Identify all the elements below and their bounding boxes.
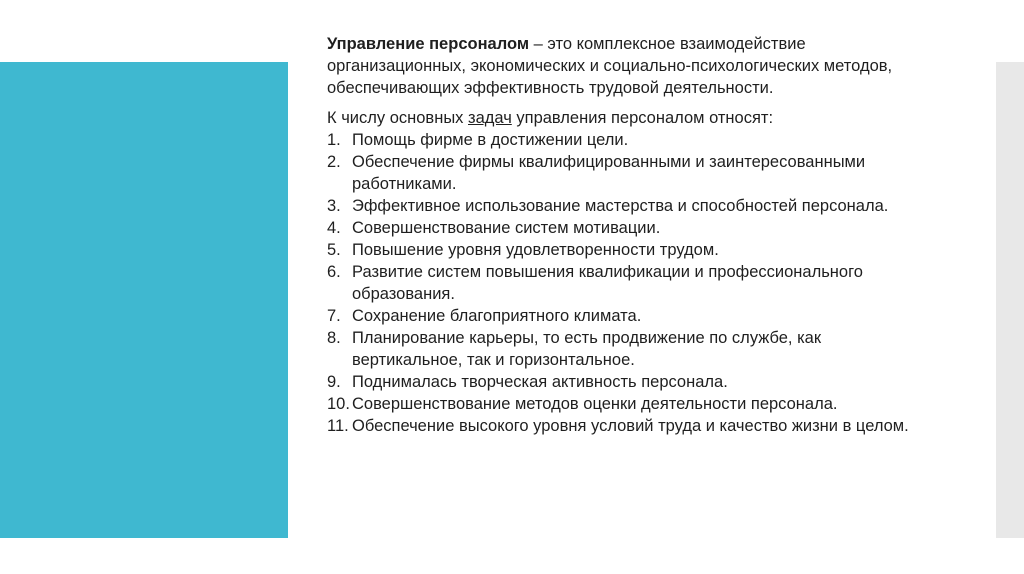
tasks-heading-before: К числу основных bbox=[327, 109, 469, 127]
list-item-text: Сохранение благоприятного климата. bbox=[352, 307, 642, 325]
decorative-gray-bar bbox=[996, 62, 1024, 538]
task-list bbox=[327, 129, 927, 437]
list-item-text: Планирование карьеры, то есть продвижение по службе, как вертикальное, так и горизонтальное. bbox=[352, 329, 822, 369]
tasks-heading-underlined: задач bbox=[468, 109, 512, 127]
list-item-text: Помощь фирме в достижении цели. bbox=[352, 131, 629, 149]
list-item-text: Совершенствование систем мотивации. bbox=[352, 219, 661, 237]
list-item bbox=[327, 305, 927, 327]
list-item-text: Повышение уровня удовлетворенности трудом. bbox=[352, 241, 719, 259]
list-item bbox=[327, 129, 927, 151]
list-item-number: 2. bbox=[327, 153, 341, 171]
list-item-number: 9. bbox=[327, 373, 341, 391]
list-item bbox=[327, 261, 927, 305]
list-item bbox=[327, 371, 927, 393]
list-item bbox=[327, 151, 927, 195]
list-item-number: 7. bbox=[327, 307, 341, 325]
tasks-heading-after: управления персоналом относят: bbox=[511, 109, 774, 127]
list-item bbox=[327, 415, 927, 437]
list-item-number: 10. bbox=[327, 395, 350, 413]
list-item bbox=[327, 195, 927, 217]
list-item-number: 3. bbox=[327, 197, 341, 215]
list-item-text: Поднималась творческая активность персонала. bbox=[352, 373, 728, 391]
slide-content bbox=[327, 33, 927, 437]
list-item-text: Обеспечение фирмы квалифицированными и заинтересованными работниками. bbox=[352, 153, 866, 193]
list-item-number: 4. bbox=[327, 219, 341, 237]
list-item-number: 5. bbox=[327, 241, 341, 259]
tasks-heading bbox=[327, 107, 927, 129]
intro-definition: – это комплексное взаимодействие организационных, экономических и социально-психологических методов, обеспечивающих эффективность трудовой деятельности. bbox=[327, 35, 893, 97]
list-item-text: Эффективное использование мастерства и способностей персонала. bbox=[352, 197, 889, 215]
list-item-number: 11. bbox=[327, 417, 349, 435]
list-item-text: Развитие систем повышения квалификации и профессионального образования. bbox=[352, 263, 863, 303]
list-item-number: 1. bbox=[327, 131, 341, 149]
list-item bbox=[327, 239, 927, 261]
intro-paragraph bbox=[327, 33, 927, 99]
list-item bbox=[327, 217, 927, 239]
list-item bbox=[327, 393, 927, 415]
list-item-number: 6. bbox=[327, 263, 341, 281]
list-item-number: 8. bbox=[327, 329, 341, 347]
list-item-text: Совершенствование методов оценки деятельности персонала. bbox=[352, 395, 838, 413]
intro-term: Управление персоналом bbox=[327, 35, 530, 53]
decorative-teal-block bbox=[0, 62, 288, 538]
list-item bbox=[327, 327, 927, 371]
list-item-text: Обеспечение высокого уровня условий труда и качество жизни в целом. bbox=[352, 417, 909, 435]
